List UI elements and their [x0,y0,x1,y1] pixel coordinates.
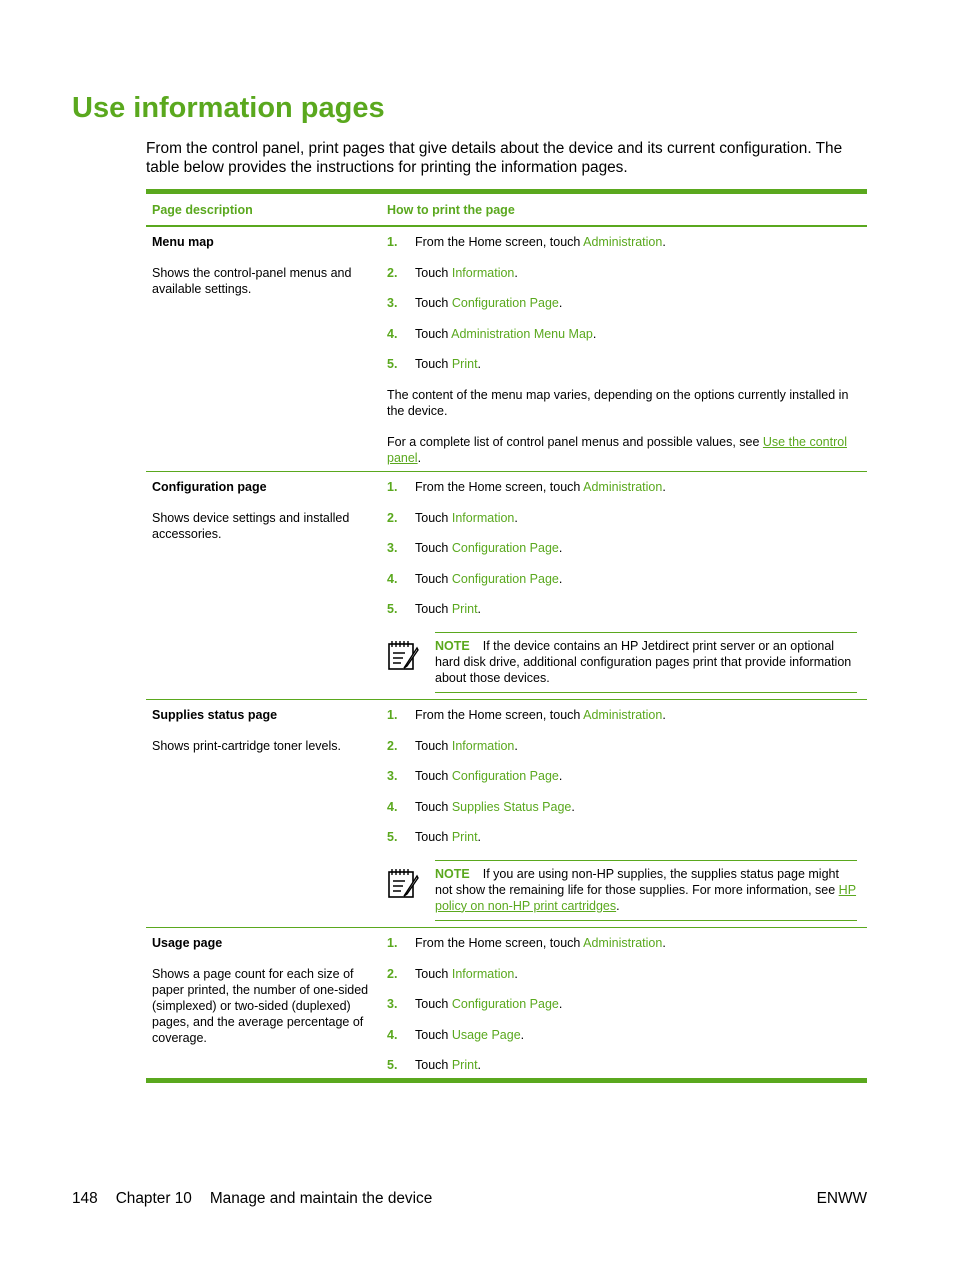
ui-term: Configuration Page [451,296,559,310]
page-title: Use information pages [72,92,385,124]
ui-term: Administration Menu Map [451,326,593,341]
row-description: Shows device settings and installed accessories. [152,511,350,541]
row-description: Shows a page count for each size of paper printed, the number of one-sided (simplexed) or two-sided (duplexed) pages, and the average percentage of coverage. [152,967,369,1045]
header-how-to-print: How to print the page [387,202,515,217]
control-panel-reference: For a complete list of control panel menus and possible values, see Use the control panel. [387,434,847,465]
row-title: Menu map [152,235,214,249]
ui-term: Administration [583,708,663,722]
row-title: Supplies status page [152,708,278,722]
ui-term: Administration [583,480,663,494]
ui-term: Usage Page [451,1027,521,1042]
row-title: Usage page [152,936,223,950]
step-item: 5. Touch Print. [387,357,482,371]
row-title: Configuration page [152,480,267,494]
note-text: If the device contains an HP Jetdirect print server or an optional hard disk drive, additional configuration pages print that provide information about those devices. [435,638,852,685]
step-item: 5. Touch Print. [387,1058,482,1072]
step-item: 2. Touch Information. [387,738,518,753]
table-row-supplies-status-page [146,700,867,928]
chapter-number: Chapter 10 [115,1190,192,1207]
use-control-panel-link[interactable]: Use the control panel [387,434,847,465]
footer-code: ENWW [816,1190,867,1207]
ui-term: Configuration Page [451,997,559,1011]
ui-term: Print [451,602,478,616]
table-row-configuration-page [146,472,867,700]
ui-term: Information [451,738,515,753]
step-item: 1. From the Home screen, touch Administration. [387,936,666,950]
step-item: 4. Touch Administration Menu Map. [387,326,597,341]
chapter-title: Manage and maintain the device [209,1190,433,1207]
note-pencil-icon [387,632,435,693]
ui-term: Administration [583,936,663,950]
ui-term: Supplies Status Page [451,799,572,814]
ui-term: Configuration Page [451,769,559,783]
page-number: 148 [72,1190,98,1207]
step-item: 2. Touch Information. [387,265,518,280]
table-header [146,194,867,227]
ui-term: Print [451,357,478,371]
ui-term: Configuration Page [451,541,559,555]
step-item: 3. Touch Configuration Page. [387,769,563,783]
ui-term: Print [451,830,478,844]
ui-term: Information [451,265,515,280]
step-item: 5. Touch Print. [387,602,482,616]
ui-term: Information [451,966,515,981]
row-description: Shows the control-panel menus and available settings. [152,266,352,296]
ui-term: Configuration Page [451,571,559,586]
header-page-description: Page description [152,202,253,217]
step-item: 3. Touch Configuration Page. [387,997,563,1011]
ui-term: Print [451,1058,478,1072]
ui-term: Information [451,510,515,525]
table-row-usage-page [146,928,867,1078]
info-pages-table [146,189,867,1083]
page-footer [72,1190,867,1208]
step-item: 2. Touch Information. [387,966,518,981]
note-text: If you are using non-HP supplies, the supplies status page might not show the remaining life for those supplies. For more information, see [435,866,839,897]
hp-policy-link[interactable]: HP policy on non-HP print cartridges [435,882,857,913]
note-label: NOTE [435,866,470,881]
note-box [387,632,857,693]
intro-paragraph: From the control panel, print pages that give details about the device and its current configuration. The table below provides the instructions for printing the information pages. [146,140,843,176]
row-description: Shows print-cartridge toner levels. [152,739,341,753]
step-item: 5. Touch Print. [387,830,482,844]
note-label: NOTE [435,638,470,653]
step-item: 3. Touch Configuration Page. [387,541,563,555]
note-box: NOTE If you are using non-HP supplies, the supplies status page might not show the remaining life for those supplies. For more information, see HP policy on non-HP print cartridges. [387,860,857,921]
step-item: 1. From the Home screen, touch Administration. [387,480,666,494]
step-item: 4. Touch Configuration Page. [387,571,563,586]
step-item: 3. Touch Configuration Page. [387,296,563,310]
step-item: 4. Touch Supplies Status Page. [387,799,575,814]
table-row-menu-map [146,227,867,472]
menu-map-note-paragraph: The content of the menu map varies, depending on the options currently installed in the device. [387,387,849,418]
step-item: 1. From the Home screen, touch Administration. [387,235,666,249]
note-pencil-icon [387,860,435,921]
step-item: 4. Touch Usage Page. [387,1027,525,1042]
ui-term: Administration [583,235,663,249]
step-item: 1. From the Home screen, touch Administration. [387,708,666,722]
step-item: 2. Touch Information. [387,510,518,525]
